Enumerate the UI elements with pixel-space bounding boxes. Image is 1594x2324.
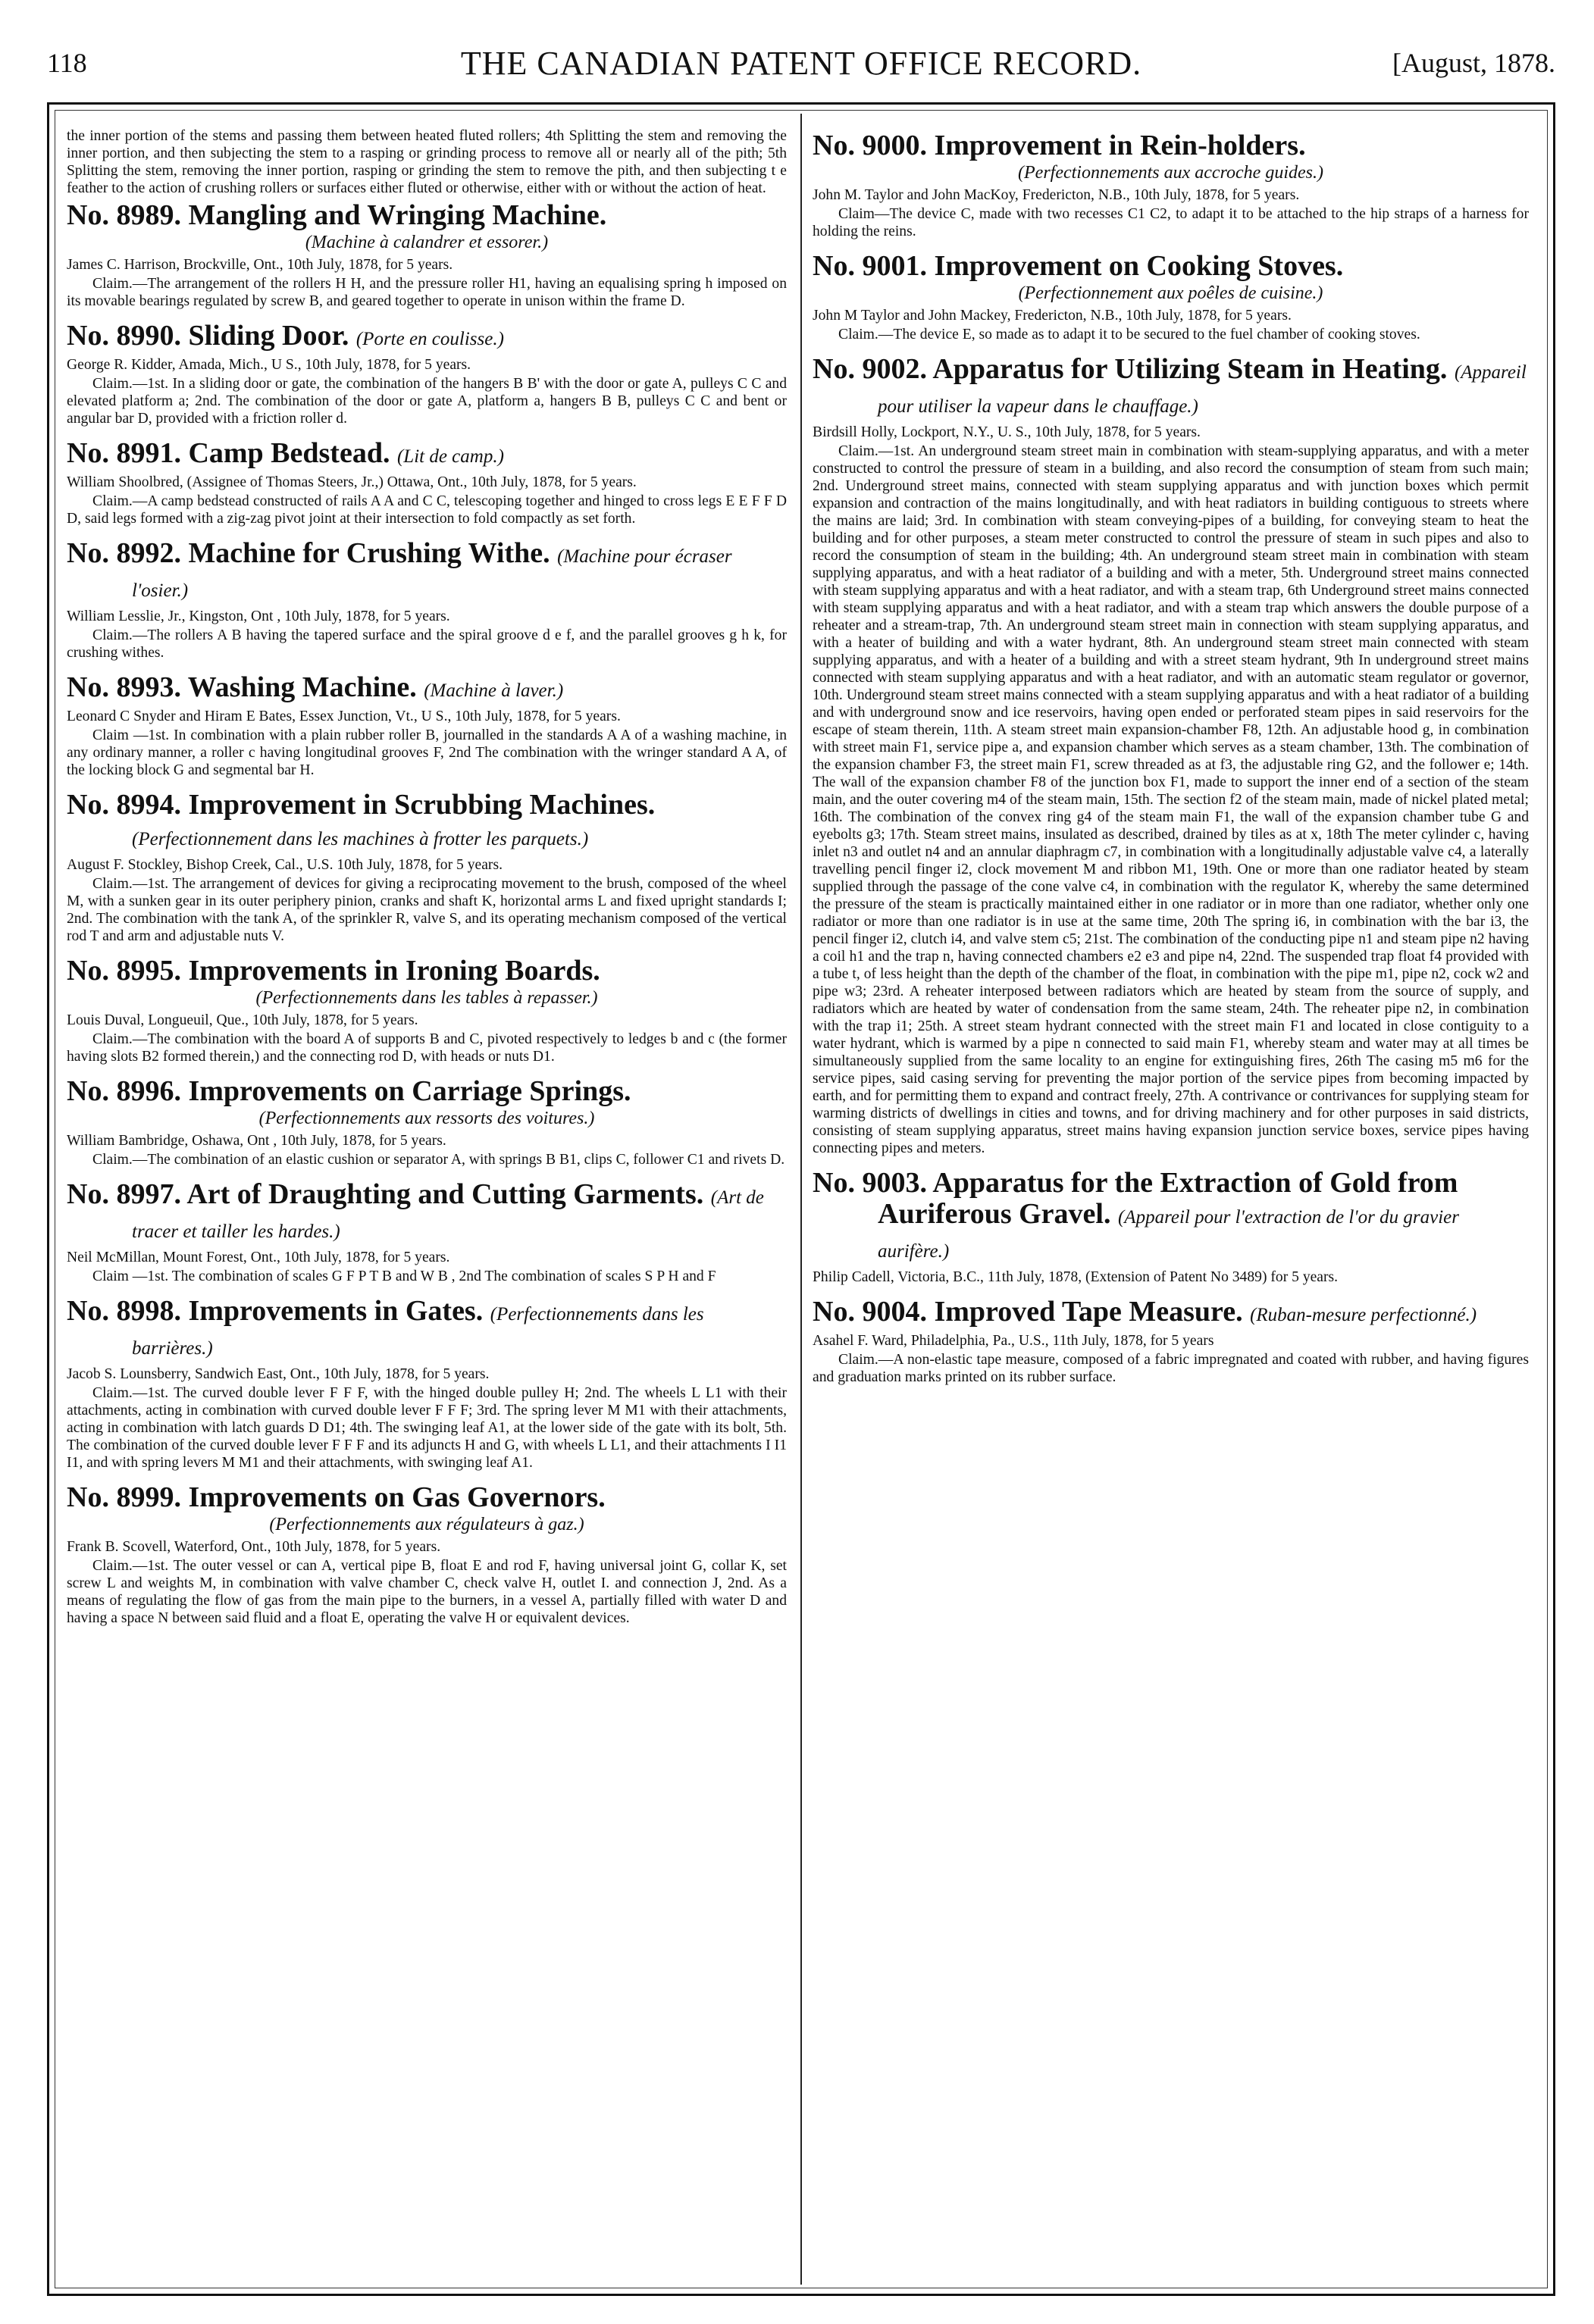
entry-claim: Claim.—1st. An underground steam street main in combination with steam-supplying apparatus, and with a meter constructed to control the pressure of steam in a building, and also record the consumption of steam from such main; 2nd. Underground street mains, connected with steam supplying apparatus and with junction boxes which permit expansion and contraction of the mains longitudinally, and with heat radiators in building contiguous to streets where the mains are laid; 3rd. In combination with steam conveying-pipes of a building, for conveying steam to heat the building and for other purposes, a steam meter constructed to control the pressure of steam in such pipes and also to record the consumption of steam in the building; 4th. An underground steam street main in combination with steam supplying apparatus, and with a heat radiator of a building and with a meter, 5th. Underground street mains connected with steam supplying apparatus and with a heat radiator, and with a steam trap, 6th Underground street mains connected with steam supplying apparatus and with a heat radiator, and with a steam trap which answers the double purpose of a reheater and a stream-trap, 7th. An underground steam street main in connection with steam supplying apparatus, and with a heater of building and with a water hydrant, 8th. An underground steam street main connected with steam supplying apparatus, and with a heater of a building and with a street steam hydrant, 9th In underground street mains connected with steam supplying apparatus and with a heat radiator, and with an automatic steam regulator or governor, 10th. Underground steam street mains connected with a steam supplying apparatus and with a heat radiator of a building and with underground snow and ice reservoirs, having open ended or perforated steam pipes in said reservoirs for the escape of steam therein, 11th. A steam street main expansion-chamber F8, 12th. An adjustable hood g, in combination with street main F1, service pipe a, and expansion chamber which serves as a steam chamber, 13th. The combination of the expansion chamber F3, the street main F1, screw threaded as at f3, the adjustable ring G2, and the follower e; 14th. The wall of the expansion chamber F8 of the junction box F1, made to support the inner end of a section of the steam main, and the outer covering m4 of the steam main, 15th. The section f2 of the steam main, made of nickel plated metal; 16th. The combination of the convex ring g4 of the steam main F1, the wall of the expansion chamber tube G and eyebolts g3; 17th. Steam street mains, insulated as described, drained by tiles as at x, 18th The meter cylinder c, having inlet n3 and outlet n4 and an annular diaphragm c7, in combination with a longitudinally adjustable valve c4, a laterally travelling pencil finger i2, clock movement M and ribbon M1, 19th. One or more than one radiator heated by steam supplied through the passage of the cone valve c4, in combination with the regulator K, whereby the same determined the pressure of the steam is practically maintained either in one radiator or in more than one radiator, whether only one radiator or more than one radiator is in use at the same time, 20th The spring i6, in combination with the bar i3, the pencil finger i2, clutch i4, and valve stem c5; 21st. The combination of the conducting pipe n1 and steam pipe n2 having a coil h1 and the trap n, having connected chambers e2 e3 and pipe n4, 22nd. The suspended trap float f4 provided with a tube t, of less height than the depth of the chamber of the float, in combination with the pipe m1, pipe n2, cock w2 and pipe w3; 23rd. A reheater interposed between radiators which are heated by steam from the source of supply, and radiators which are heated by water of condensation from the same steam, 24th. The reheater pipe n2, in combination with the trap i1; 25th. A street steam hydrant connected with the street main F1 and located in close contiguity to a water hydrant, which is warmed by a pipe n connected to said main F1, whereby steam and water may at all times be simultaneously supplied from the same locality to an engine for extinguishing fires, 26th The casing m5 m6 for the service pipes, said casing serving for preventing the major portion of the service pipes from becoming impacted by earth, and for permitting them to expand and contract freely, 27th. A contrivance or contrivances for supplying steam for warming districts of dwellings in cities and towns, and for driving machinery and for other purposes in said districts, consisting of steam supplying apparatus, street mains having expansion junction service boxes, service pipes having connecting pipes and meters. <box>813 443 1529 1156</box>
patent-entry <box>813 130 1529 240</box>
patent-entry <box>67 1179 787 1285</box>
entry-patentee: Leonard C Snyder and Hiram E Bates, Essex Junction, Vt., U S., 10th July, 1878, for 5 years. <box>67 708 621 724</box>
patent-entry <box>67 790 787 945</box>
entry-french-title: (Perfectionnement dans les machines à frotter les parquets.) <box>132 829 589 849</box>
entry-claim: Claim.—1st. The curved double lever F F F, with the hinged double pulley H; 2nd. The wheels L L1 with their attachments, acting in combination with curved double lever F F F; 3rd. The spring lever M M1 with their attachments, acting in combination with latch guards D D1; 4th. The swinging leaf A1, at the lower side of the gate with its bolt, 5th. The combination of the curved double lever F F F and its adjuncts H and G, with wheels L L1, and their attachments I I1 I1, and with spring levers M M1 and their attachments, with swinging leaf A1. <box>67 1385 787 1471</box>
entry-heading: No. 8996. Improvements on Carriage Springs. <box>67 1075 631 1107</box>
entry-patentee: Jacob S. Lounsberry, Sandwich East, Ont., 10th July, 1878, for 5 years. <box>67 1366 490 1382</box>
entry-french-title: (Appareil pour l'extraction de l'or du gravier aurifère.) <box>878 1207 1459 1262</box>
entry-heading: No. 8989. Mangling and Wringing Machine. <box>67 199 607 231</box>
entry-patentee: George R. Kidder, Amada, Mich., U S., 10th July, 1878, for 5 years. <box>67 357 471 373</box>
patent-entry <box>813 251 1529 343</box>
entry-claim: Claim.—1st. In a sliding door or gate, the combination of the hangers B B' with the door or gate A, pulleys C C and elevated platform a; 2nd. The combination of the door or gate A, platform a, hangers B B, pulleys C C and bent or angular bar D, provided with a friction roller d. <box>67 376 787 427</box>
patent-entry <box>67 200 787 310</box>
entry-heading: No. 8994. Improvement in Scrubbing Machines. <box>67 789 656 821</box>
entry-heading: No. 8993. Washing Machine. <box>67 671 417 703</box>
entry-claim: Claim.—The combination of an elastic cushion or separator A, with springs B B1, clips C, follower C1 and rivets D. <box>92 1152 785 1168</box>
entry-french-title: (Machine à laver.) <box>424 680 564 701</box>
entry-claim: Claim —1st. In combination with a plain rubber roller B, journalled in the standards A A of a washing machine, in any ordinary manner, a roller c having longitudinal grooves F, 2nd The combination with the wringer standard A A, of the locking block G and segmental bar H. <box>67 727 787 778</box>
entry-patentee: Birdsill Holly, Lockport, N.Y., U. S., 10th July, 1878, for 5 years. <box>813 424 1201 440</box>
entry-heading: No. 9004. Improved Tape Measure. <box>813 1296 1243 1328</box>
patent-entry <box>813 1168 1529 1286</box>
entry-patentee: August F. Stockley, Bishop Creek, Cal., U.S. 10th July, 1878, for 5 years. <box>67 857 503 873</box>
entry-french-title: (Perfectionnements dans les barrières.) <box>132 1304 704 1359</box>
patent-entry <box>67 956 787 1065</box>
entry-french-title: (Perfectionnement aux poêles de cuisine.) <box>1018 283 1323 303</box>
journal-title: THE CANADIAN PATENT OFFICE RECORD. <box>460 45 1142 82</box>
patent-entry <box>813 1296 1529 1386</box>
entry-heading: No. 8995. Improvements in Ironing Boards. <box>67 955 600 987</box>
patent-entry <box>67 321 787 427</box>
entry-french-title: (Art de tracer et tailler les hardes.) <box>132 1187 764 1242</box>
entry-heading: No. 8998. Improvements in Gates. <box>67 1295 484 1327</box>
entry-patentee: John M. Taylor and John MacKoy, Fredericton, N.B., 10th July, 1878, for 5 years. <box>813 187 1300 203</box>
entry-heading: No. 8997. Art of Draughting and Cutting Garments. <box>67 1178 704 1210</box>
patent-entry <box>813 354 1529 1157</box>
entry-french-title: (Perfectionnements aux ressorts des voitures.) <box>258 1109 595 1128</box>
entry-heading: No. 8990. Sliding Door. <box>67 320 349 352</box>
entry-heading: No. 9002. Apparatus for Utilizing Steam in Heating. <box>813 353 1448 385</box>
entry-claim: Claim.—1st. The outer vessel or can A, vertical pipe B, float E and rod F, having universal joint G, collar K, set screw L and weights M, in combination with valve chamber C, check valve H, outlet I. and connection J, 2nd. As a means of regulating the flow of gas from the main pipe to the burners, in a vessel A, partially filled with water D and having a space N between said fluid and a float E, operating the valve H or equivalent devices. <box>67 1558 787 1626</box>
entry-patentee: Neil McMillan, Mount Forest, Ont., 10th July, 1878, for 5 years. <box>67 1250 450 1265</box>
patent-entry <box>67 1296 787 1472</box>
entry-patentee: William Lesslie, Jr., Kingston, Ont , 10th July, 1878, for 5 years. <box>67 608 450 624</box>
entry-heading: No. 9000. Improvement in Rein-holders. <box>813 130 1306 161</box>
entry-french-title: (Lit de camp.) <box>396 446 504 467</box>
entry-patentee: John M Taylor and John Mackey, Fredericton, N.B., 10th July, 1878, for 5 years. <box>813 308 1292 324</box>
entry-claim: Claim.—The rollers A B having the tapered surface and the spiral groove d e f, and the parallel grooves g h k, for crushing withes. <box>67 627 787 661</box>
continuation-text: the inner portion of the stems and passing them between heated fluted rollers; 4th Splitting the stem and removing the inner portion, and then subjecting the stem to a rasping or grinding process to remove all or nearly all of the pith; 5th Splitting the stem, removing the inner portion, rasping or grinding the stem to remove the pith, and then subjecting t e feather to the action of crushing rollers or surfaces either fluted or otherwise, either with or without the action of heat. <box>67 128 787 196</box>
patent-entry <box>67 1076 787 1168</box>
entry-french-title: (Perfectionnements dans les tables à repasser.) <box>255 988 598 1008</box>
running-head <box>47 44 1555 89</box>
entry-claim: Claim.—1st. The arrangement of devices for giving a reciprocating movement to the brush, composed of the wheel M, with a sunken gear in its outer periphery pinion, cranks and shaft K, horizontal arms L and fixed upright standards I; 2nd. The combination with the tank A, of the sprinkler R, valve S, and its operating mechanism composed of the vertical rod T and arm and adjustable nuts V. <box>67 876 787 944</box>
entry-heading: No. 9001. Improvement on Cooking Stoves. <box>813 250 1344 282</box>
patent-entry <box>67 538 787 662</box>
entry-french-title: (Perfectionnements aux accroche guides.) <box>1018 163 1323 183</box>
entry-claim: Claim.—A camp bedstead constructed of rails A A and C C, telescoping together and hinged to cross legs E E F F D D, said legs formed with a zig-zag pivot joint at their intersection to fold compactly as set forth. <box>67 493 787 527</box>
entry-claim: Claim —1st. The combination of scales G F P T B and W B , 2nd The combination of scales S P H and F <box>92 1268 716 1284</box>
entry-patentee: William Bambridge, Oshawa, Ont , 10th July, 1878, for 5 years. <box>67 1133 446 1149</box>
entry-claim: Claim.—The combination with the board A of supports B and C, pivoted respectively to ledges b and c (the former having slots B2 formed therein,) and the connecting rod D, with heads or nuts D1. <box>67 1031 787 1065</box>
entry-french-title: (Perfectionnements aux régulateurs à gaz.) <box>269 1515 584 1534</box>
entry-french-title: (Ruban-mesure perfectionné.) <box>1250 1305 1477 1325</box>
entry-heading: No. 8991. Camp Bedstead. <box>67 437 390 469</box>
patent-entry <box>67 1482 787 1627</box>
entry-french-title: (Machine à calandrer et essorer.) <box>305 233 549 252</box>
entry-claim: Claim.—The device E, so made as to adapt it to be secured to the fuel chamber of cooking stoves. <box>838 327 1420 343</box>
column-divider <box>800 114 802 2285</box>
issue-date: [August, 1878. <box>1392 48 1555 78</box>
entry-patentee: Philip Cadell, Victoria, B.C., 11th July, 1878, (Extension of Patent No 3489) for 5 years. <box>813 1269 1339 1285</box>
entry-french-title: (Machine pour écraser l'osier.) <box>132 546 732 601</box>
entry-patentee: Asahel F. Ward, Philadelphia, Pa., U.S., 11th July, 1878, for 5 years <box>813 1333 1214 1349</box>
entry-french-title: (Porte en coulisse.) <box>355 329 504 349</box>
entry-patentee: James C. Harrison, Brockville, Ont., 10th July, 1878, for 5 years. <box>67 257 453 273</box>
entry-heading: No. 8992. Machine for Crushing Withe. <box>67 537 550 569</box>
patent-entry <box>67 672 787 779</box>
page-number: 118 <box>47 48 87 78</box>
entry-heading: No. 8999. Improvements on Gas Governors. <box>67 1481 606 1513</box>
patent-entry <box>67 438 787 527</box>
entry-claim: Claim.—A non-elastic tape measure, composed of a fabric impregnated and coated with rubber, and having figures and graduation marks printed on its rubber surface. <box>813 1352 1529 1385</box>
left-column <box>67 127 787 2283</box>
entry-heading: No. 9003. Apparatus for the Extraction of Gold from Auriferous Gravel. <box>813 1167 1458 1230</box>
entry-french-title: (Appareil pour utiliser la vapeur dans le chauffage.) <box>878 362 1527 417</box>
entry-patentee: Louis Duval, Longueuil, Que., 10th July, 1878, for 5 years. <box>67 1012 418 1028</box>
entry-patentee: Frank B. Scovell, Waterford, Ont., 10th July, 1878, for 5 years. <box>67 1539 441 1555</box>
entry-patentee: William Shoolbred, (Assignee of Thomas Steers, Jr.,) Ottawa, Ont., 10th July, 1878, for 5 years. <box>67 474 637 490</box>
entry-claim: Claim.—The arrangement of the rollers H H, and the pressure roller H1, having an equalising spring h imposed on its movable bearings regulated by screw B, and geared together to operate in unison within the frame D. <box>67 276 787 309</box>
entry-claim: Claim—The device C, made with two recesses C1 C2, to adapt it to be attached to the hip straps of a harness for holding the reins. <box>813 206 1529 239</box>
right-column <box>813 127 1529 2283</box>
